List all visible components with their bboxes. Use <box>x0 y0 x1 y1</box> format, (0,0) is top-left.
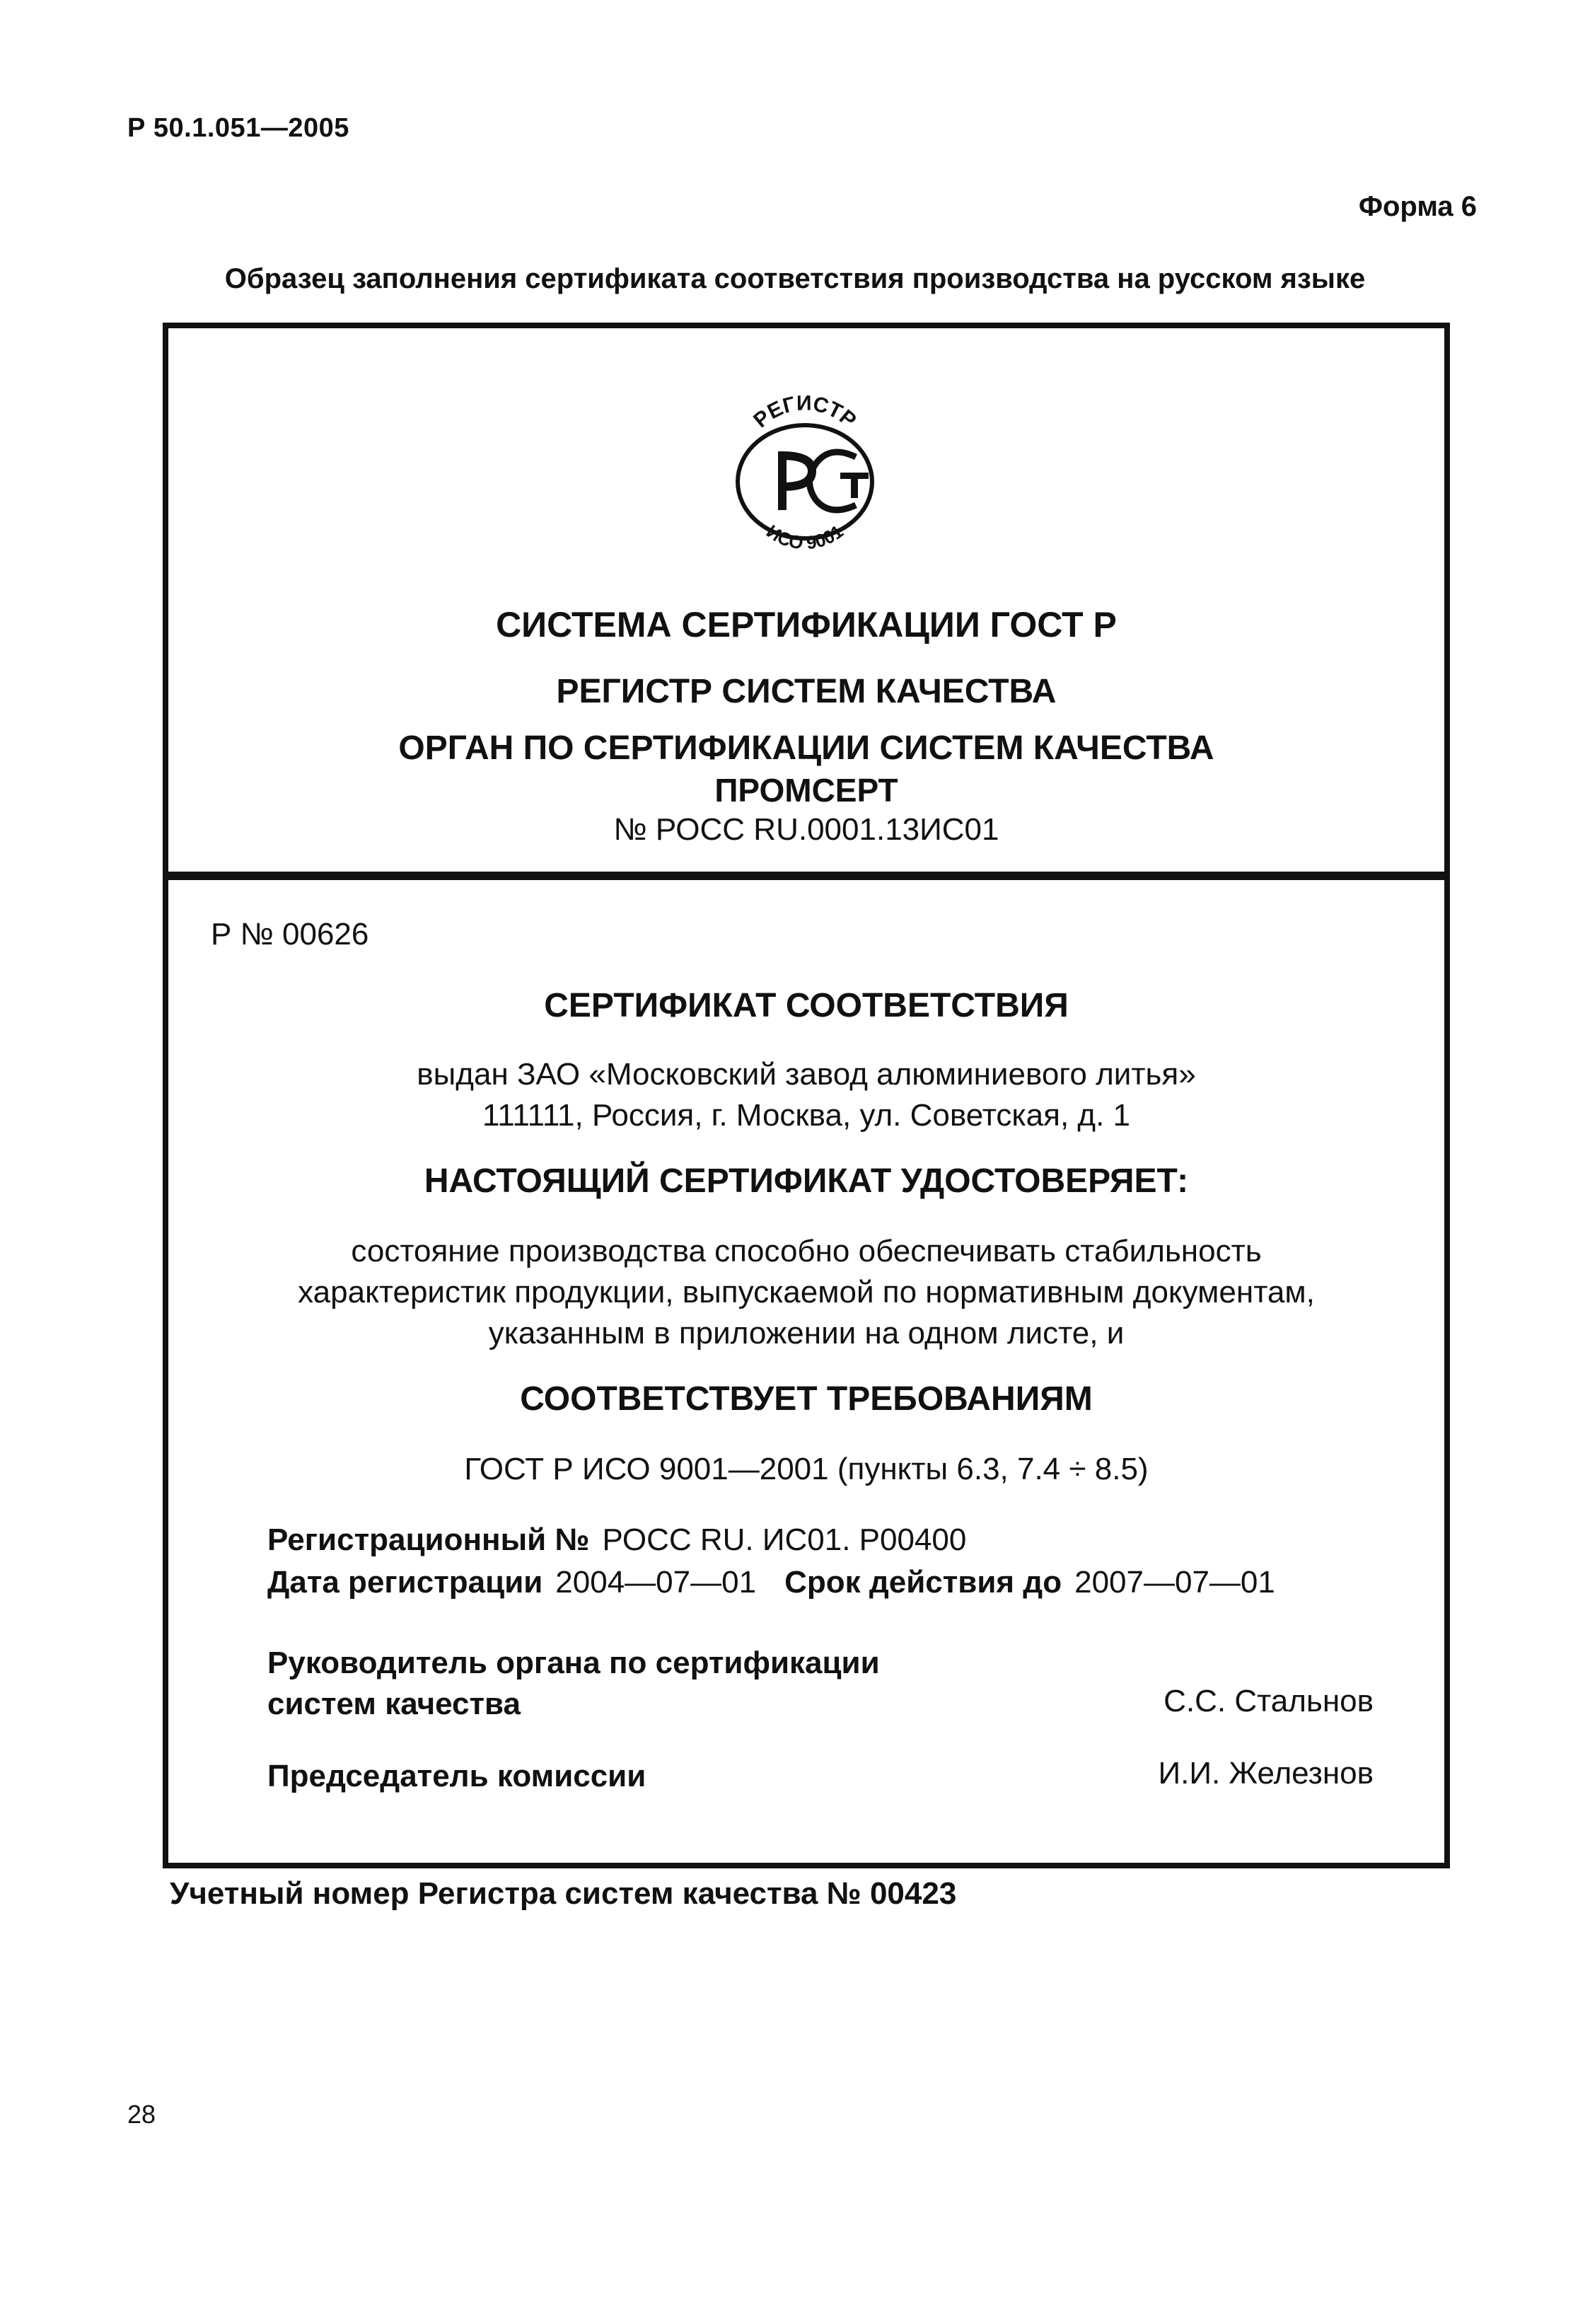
commission-chair-label: Председатель комиссии <box>267 1759 646 1793</box>
statement-line: состояние производства способно обеспечивать стабильность <box>351 1234 1262 1268</box>
logo-top-text: РЕГИСТР <box>749 391 861 433</box>
complies-heading: СООТВЕТСТВУЕТ ТРЕБОВАНИЯМ <box>520 1380 1093 1418</box>
standard-reference: ГОСТ Р ИСО 9001—2001 (пункты 6.3, 7.4 ÷ 8.5) <box>464 1452 1149 1486</box>
head-of-body-label-cont: систем качества <box>267 1687 521 1721</box>
issued-to: выдан ЗАО «Московский завод алюминиевого литья» <box>417 1057 1196 1092</box>
certifies-heading: НАСТОЯЩИЙ СЕРТИФИКАТ УДОСТОВЕРЯЕТ: <box>424 1162 1189 1200</box>
dates-row <box>267 1565 1275 1600</box>
registration-date-value: 2004—07—01 <box>555 1565 757 1600</box>
certification-body-title: ОРГАН ПО СЕРТИФИКАЦИИ СИСТЕМ КАЧЕСТВА <box>398 729 1214 767</box>
statement-line: указанным в приложении на одном листе, и <box>488 1316 1125 1351</box>
certification-body-number: № РОСС RU.0001.13ИС01 <box>613 812 999 847</box>
certification-body-box <box>168 328 1444 880</box>
company-address: 111111, Россия, г. Москва, ул. Советская, д. 1 <box>482 1098 1130 1133</box>
registration-label: Регистрационный № <box>267 1522 590 1557</box>
registry-title: РЕГИСТР СИСТЕМ КАЧЕСТВА <box>556 673 1057 710</box>
sample-title: Образец заполнения сертификата соответствия производства на русском языке <box>224 263 1366 294</box>
certificate-frame <box>163 323 1450 1868</box>
logo-letter-t-stem <box>851 473 858 498</box>
validity-value: 2007—07—01 <box>1074 1565 1275 1600</box>
logo-letter-c <box>810 452 857 510</box>
form-label: Форма 6 <box>1358 191 1477 222</box>
statement-line: характеристик продукции, выпускаемой по нормативным документам, <box>298 1275 1315 1310</box>
certificate-number: Р № 00626 <box>211 917 369 952</box>
commission-chair-name: И.И. Железнов <box>1158 1756 1374 1791</box>
document-code: Р 50.1.051—2005 <box>127 113 349 143</box>
validity-label: Срок действия до <box>784 1565 1062 1600</box>
head-of-body-name: С.С. Стальнов <box>1164 1684 1374 1718</box>
certification-system-title: СИСТЕМА СЕРТИФИКАЦИИ ГОСТ Р <box>496 605 1117 644</box>
logo-bottom-text: ИСО 9001 <box>762 520 847 554</box>
registration-date-label: Дата регистрации <box>267 1565 543 1600</box>
registration-value: РОСС RU. ИС01. Р00400 <box>602 1522 967 1557</box>
page-number: 28 <box>127 2100 156 2129</box>
certificate-title: СЕРТИФИКАТ СООТВЕТСТВИЯ <box>544 987 1069 1024</box>
registry-account-number: Учетный номер Регистра систем качества № 00423 <box>170 1876 957 1911</box>
certification-body-name: ПРОМСЕРТ <box>714 772 898 809</box>
registration-row <box>267 1522 966 1558</box>
rst-registry-logo <box>699 365 911 577</box>
head-of-body-label: Руководитель органа по сертификации <box>267 1646 880 1680</box>
